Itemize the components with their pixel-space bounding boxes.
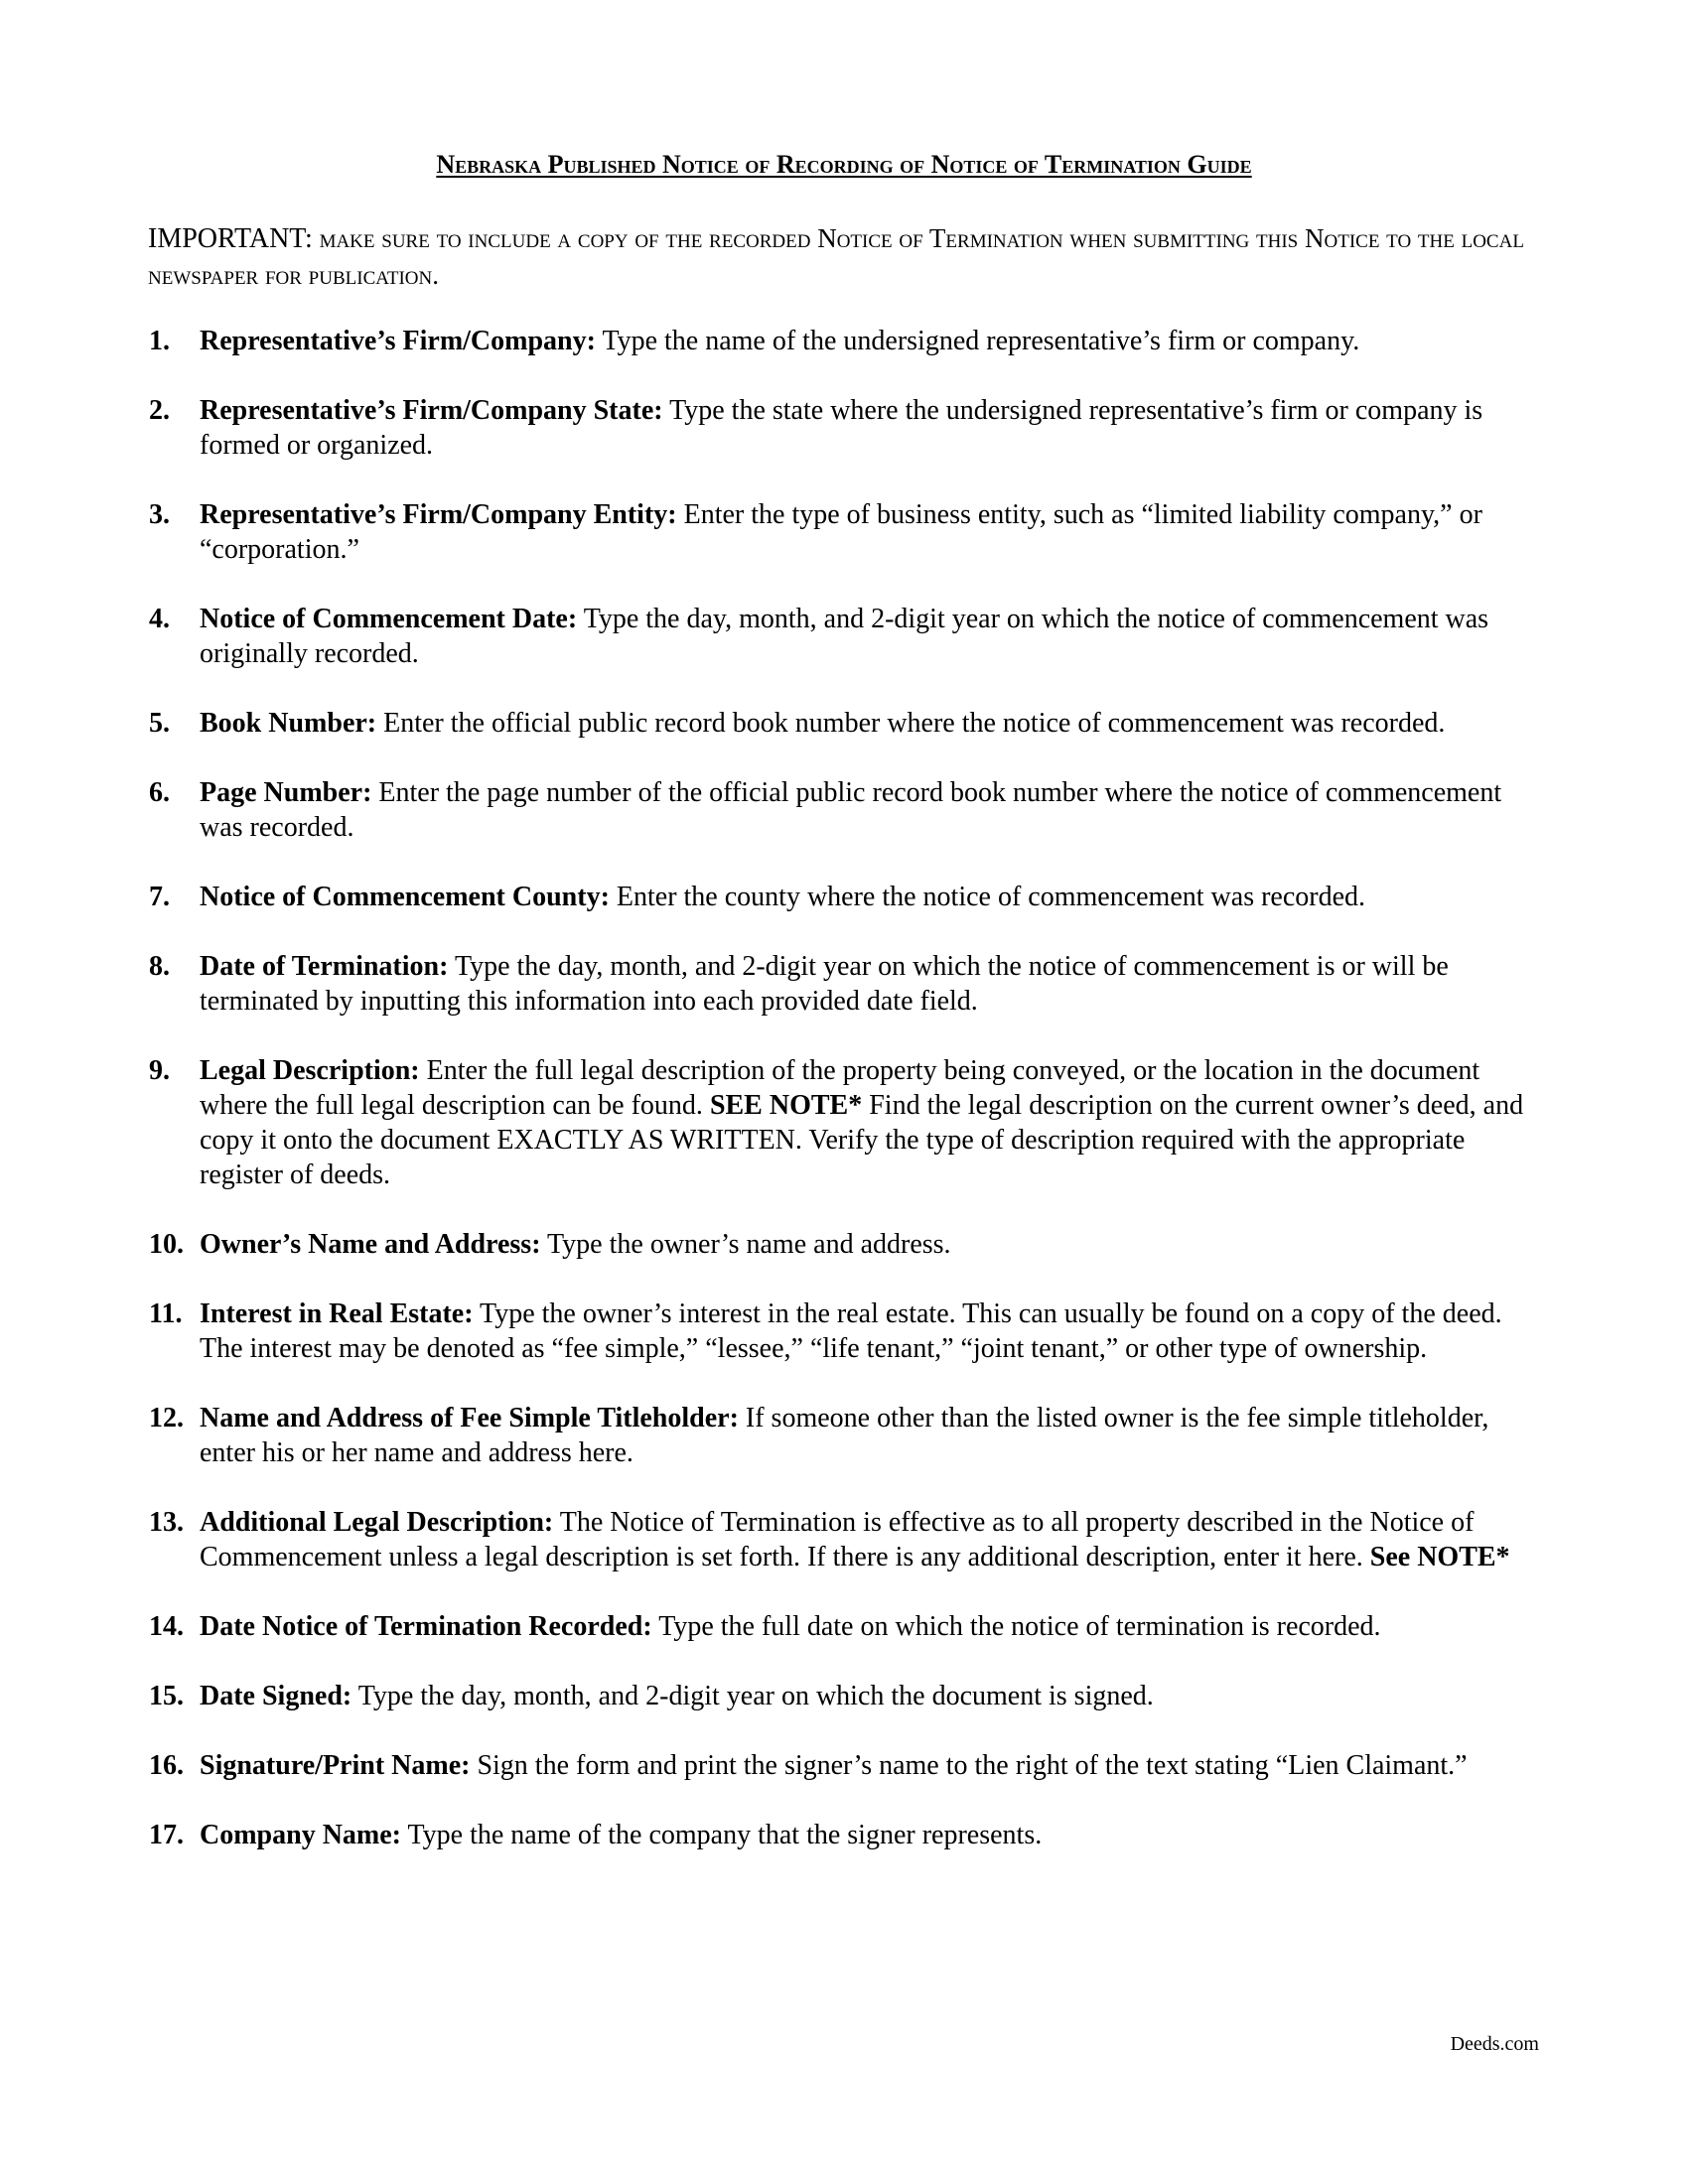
instruction-item (149, 1818, 1539, 1852)
item-text: Enter the official public record book number where the notice of commencement was recorded. (383, 708, 1446, 739)
item-text: Type the owner’s name and address. (547, 1229, 951, 1260)
item-text: If someone other than the listed owner is the fee simple titleholder, enter his or her name and address here. (200, 1403, 1489, 1468)
instruction-item (149, 1297, 1539, 1366)
item-label: Book Number: (200, 708, 377, 739)
item-number: 7. (149, 882, 170, 912)
item-number: 5. (149, 708, 170, 739)
important-label: IMPORTANT: (148, 223, 313, 254)
item-label: Date Notice of Termination Recorded: (200, 1611, 652, 1642)
item-label: Name and Address of Fee Simple Titleholder: (200, 1403, 739, 1433)
instruction-item (149, 1748, 1539, 1783)
item-label: Representative’s Firm/Company: (200, 326, 596, 356)
instruction-item (149, 1679, 1539, 1713)
instruction-item (149, 775, 1539, 845)
item-text: Type the name of the undersigned representative’s firm or company. (602, 326, 1360, 356)
instruction-item (149, 706, 1539, 741)
item-number: 17. (149, 1820, 184, 1850)
instruction-item (149, 1401, 1539, 1470)
item-number: 13. (149, 1507, 184, 1538)
item-number: 8. (149, 951, 170, 982)
item-text: Type the state where the undersigned representative’s firm or company is formed or organized. (200, 395, 1483, 461)
item-label: Representative’s Firm/Company Entity: (200, 499, 677, 530)
instruction-list (149, 324, 1539, 1887)
item-number: 9. (149, 1055, 170, 1086)
instruction-item (149, 324, 1539, 358)
instruction-item (149, 880, 1539, 914)
instruction-item (149, 497, 1539, 567)
item-label: Additional Legal Description: (200, 1507, 554, 1538)
item-number: 10. (149, 1229, 184, 1260)
instruction-item (149, 393, 1539, 463)
item-text: The Notice of Termination is effective as to all property described in the Notice of Commencement unless a legal description is set forth. If there is any additional description, enter it here. (200, 1507, 1475, 1572)
item-text: Type the owner’s interest in the real estate. This can usually be found on a copy of the deed. The interest may be denoted as “fee simple,” “lessee,” “life tenant,” “joint tenant,” or other type of ownership. (200, 1298, 1502, 1364)
item-label: Page Number: (200, 777, 372, 808)
item-label: Interest in Real Estate: (200, 1298, 474, 1329)
item-label: Date of Termination: (200, 951, 449, 982)
item-text: Enter the page number of the official public record book number where the notice of commencement was recorded. (200, 777, 1502, 843)
item-number: 6. (149, 777, 170, 808)
see-note-label: See NOTE* (1369, 1542, 1510, 1572)
see-note-label: SEE NOTE* (709, 1090, 863, 1121)
item-text: Type the day, month, and 2-digit year on which the notice of commencement is or will be terminated by inputting this information into each provided date field. (200, 951, 1449, 1017)
item-text: Sign the form and print the signer’s name to the right of the text stating “Lien Claimant.” (477, 1750, 1468, 1781)
item-number: 12. (149, 1403, 184, 1433)
item-text: Type the name of the company that the signer represents. (407, 1820, 1043, 1850)
item-number: 3. (149, 499, 170, 530)
important-notice (148, 220, 1538, 293)
item-label: Date Signed: (200, 1681, 352, 1711)
item-number: 11. (149, 1298, 183, 1329)
item-number: 14. (149, 1611, 184, 1642)
item-label: Legal Description: (200, 1055, 420, 1086)
item-label: Representative’s Firm/Company State: (200, 395, 663, 426)
item-text: Type the day, month, and 2-digit year on which the notice of commencement was originally recorded. (200, 604, 1489, 669)
item-label: Owner’s Name and Address: (200, 1229, 541, 1260)
item-number: 1. (149, 326, 170, 356)
item-text: Type the full date on which the notice of termination is recorded. (658, 1611, 1381, 1642)
item-number: 15. (149, 1681, 184, 1711)
item-text-continued: Find the legal description on the current owner’s deed, and copy it onto the document EXACTLY AS WRITTEN. Verify the type of description required with the appropriate register of deeds. (200, 1090, 1524, 1190)
item-text: Type the day, month, and 2-digit year on which the document is signed. (357, 1681, 1154, 1711)
instruction-item (149, 602, 1539, 671)
item-label: Notice of Commencement Date: (200, 604, 578, 634)
item-label: Notice of Commencement County: (200, 882, 610, 912)
important-text: make sure to include a copy of the recorded Notice of Termination when submitting this Notice to the local newspaper for publication. (148, 223, 1524, 290)
item-number: 4. (149, 604, 170, 634)
item-label: Signature/Print Name: (200, 1750, 471, 1781)
instruction-item (149, 1227, 1539, 1262)
instruction-item (149, 1053, 1539, 1192)
instruction-item (149, 949, 1539, 1019)
document-title: Nebraska Published Notice of Recording of Notice of Termination Guide (436, 150, 1252, 179)
item-number: 2. (149, 395, 170, 426)
instruction-item (149, 1505, 1539, 1574)
item-text: Enter the type of business entity, such as “limited liability company,” or “corporation.” (200, 499, 1482, 565)
instruction-item (149, 1609, 1539, 1644)
item-label: Company Name: (200, 1820, 401, 1850)
item-text: Enter the full legal description of the property being conveyed, or the location in the document where the full legal description can be found. (200, 1055, 1480, 1121)
footer-site-name: Deeds.com (1450, 2033, 1539, 2055)
item-number: 16. (149, 1750, 184, 1781)
item-text: Enter the county where the notice of commencement was recorded. (616, 882, 1366, 912)
